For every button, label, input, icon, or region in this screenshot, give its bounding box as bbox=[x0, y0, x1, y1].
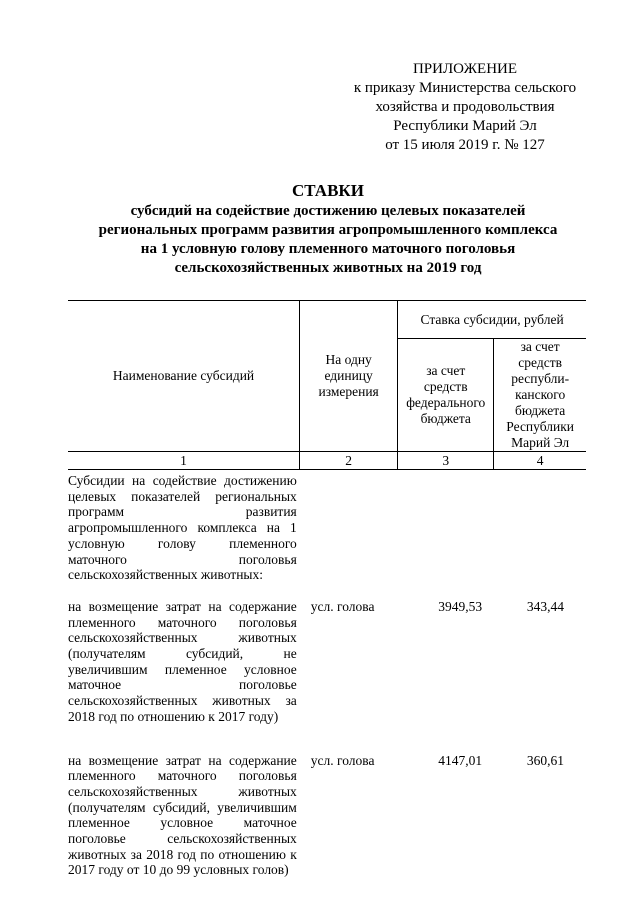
appendix-line: хозяйства и продовольствия bbox=[375, 99, 555, 115]
row-unit: усл. голова bbox=[310, 752, 375, 768]
row-republic: 360,61 bbox=[526, 752, 564, 768]
appendix-line: Республики Марий Эл bbox=[393, 118, 537, 134]
row-federal bbox=[398, 473, 486, 583]
title-line: субсидий на содействие достижению целевых показателей bbox=[130, 203, 526, 219]
column-number: 2 bbox=[300, 452, 398, 470]
row-republic: 343,44 bbox=[526, 598, 564, 614]
column-number: 4 bbox=[494, 452, 586, 470]
title-line: на 1 условную голову племенного маточного поголовья bbox=[140, 241, 516, 257]
row-federal: 4147,01 bbox=[438, 752, 483, 768]
row-name: Субсидии на содействие достижению целевых показателей региональных программ развития агропромышленного комплекса на 1 условную голову племенного маточного поголовья сельскохозяйственных животных: bbox=[68, 473, 297, 583]
table-row bbox=[68, 473, 586, 583]
appendix-title: ПРИЛОЖЕНИЕ bbox=[412, 61, 518, 77]
rates-table-header bbox=[68, 300, 586, 470]
column-number: 3 bbox=[398, 452, 494, 470]
appendix-line: от 15 июля 2019 г. № 127 bbox=[385, 137, 545, 153]
rates-table-body bbox=[68, 473, 586, 894]
title-line: региональных программ развития агропромышленного комплекса bbox=[98, 222, 558, 238]
header-name: Наименование субсидий bbox=[68, 301, 300, 452]
header-rate-group: Ставка субсидии, рублей bbox=[398, 301, 586, 339]
row-federal: 3949,53 bbox=[438, 598, 483, 614]
row-republic bbox=[486, 473, 586, 583]
row-name: на возмещение затрат на содержание племенного маточного поголовья сельскохозяйственных животных (получателям субсидий, увеличившим племенное условное маточное поголовье сельскохозяйственных животных за 2018 год по отношению к 2017 году от 10 до 99 условных голов) bbox=[68, 752, 297, 878]
title-line: сельскохозяйственных животных на 2019 год bbox=[174, 260, 482, 276]
appendix-line: к приказу Министерства сельского bbox=[353, 80, 577, 96]
document-title bbox=[70, 180, 586, 278]
row-unit: усл. голова bbox=[310, 598, 375, 614]
header-republic: за счет средств республи-канского бюджета Республики Марий Эл bbox=[494, 339, 586, 452]
header-unit: На одну единицу измерения bbox=[300, 301, 398, 452]
header-federal: за счет средств федерального бюджета bbox=[398, 339, 494, 452]
table-row bbox=[68, 753, 586, 879]
appendix-block bbox=[330, 60, 600, 155]
row-name: на возмещение затрат на содержание племенного маточного поголовья сельскохозяйственных животных (получателям субсидий, не увеличившим племенное условное маточное поголовье сельскохозяйственных животных за 2018 год по отношению к 2017 году) bbox=[68, 598, 297, 724]
table-row bbox=[68, 599, 586, 725]
title-main: СТАВКИ bbox=[292, 181, 364, 200]
row-unit bbox=[297, 473, 399, 583]
column-number: 1 bbox=[68, 452, 300, 470]
